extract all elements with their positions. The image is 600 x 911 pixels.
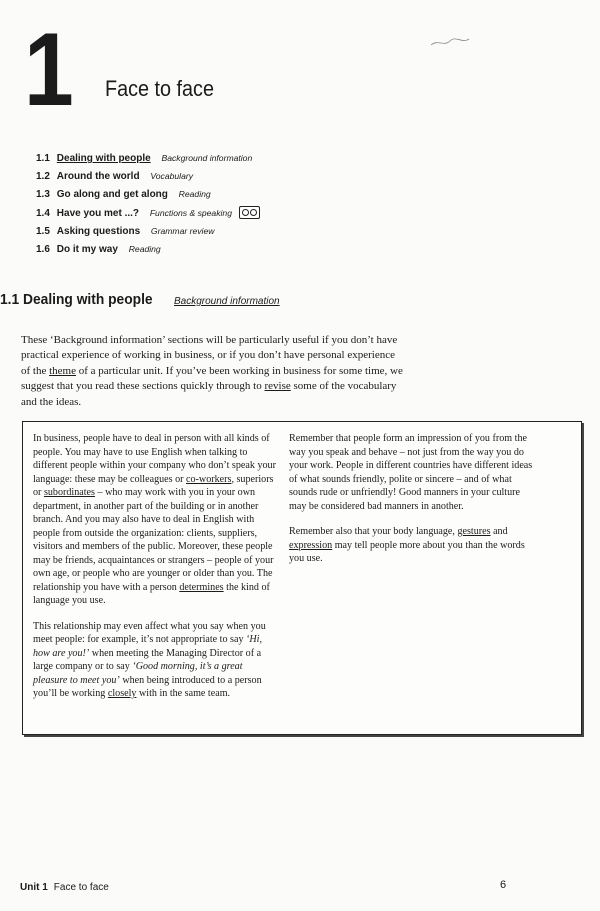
vocab-word: determines [179, 581, 224, 593]
toc-number: 1.2 [36, 171, 50, 183]
toc-item[interactable] [36, 185, 260, 203]
toc-number: 1.3 [36, 189, 50, 201]
intro-text: some of the vocabulary and the ideas. [21, 380, 397, 408]
intro-text: These ‘Background information’ sections will be particularly useful if you don’t have practical experience of working in business, or if you don’t have personal experience of the [21, 334, 398, 377]
section-heading [0, 291, 153, 308]
toc-item[interactable] [36, 240, 260, 258]
toc-category: Grammar review [150, 225, 215, 236]
box-paragraph: Remember that people form an impression of you from the way you speak and behave – not just from the way you do your work. People in different countries have different ideas of what sounds friendly, polite or sincere – and of what sounds rude or unfriendly! Good manners in your culture may be considered bad manners in another. [289, 433, 533, 512]
box-paragraph [289, 525, 535, 566]
toc-category: Reading [178, 189, 211, 200]
toc-item[interactable] [36, 222, 260, 240]
box-right-column [289, 432, 535, 578]
toc-title: Dealing with people [56, 153, 151, 164]
body-text: may tell people more about you than the words you use. [289, 539, 525, 564]
toc-title: Do it my way [56, 243, 118, 255]
toc-number: 1.6 [36, 243, 50, 255]
cassette-icon [239, 206, 260, 219]
toc-number: 1.5 [36, 225, 50, 237]
toc-title: Go along and get along [56, 189, 168, 201]
toc-category: Vocabulary [150, 171, 194, 182]
unit-title: Face to face [105, 76, 214, 101]
toc-item[interactable] [36, 149, 260, 167]
body-text: – who may work with you in your own department, in another part of the building or in another branch. And you may also have to deal in English with people from outside the organization: clients, suppliers, visitors and members of the public. Moreover, these people may be friends, acquaintances or strangers – people of your own age, or people who are younger or older than you. The relationship you have with a person [33, 487, 274, 593]
toc-category: Reading [128, 243, 161, 254]
toc-title: Asking questions [56, 225, 141, 237]
body-text: the kind of language you use. [33, 581, 270, 606]
body-text: This relationship may even affect what you say when you meet people: for example, it’s not appropriate to say [33, 620, 266, 645]
toc-item[interactable] [36, 167, 260, 185]
vocab-word: co-workers [186, 473, 232, 485]
unit-number: 1 [24, 12, 71, 128]
toc-title: Have you met ...? [56, 207, 140, 219]
body-text: when being introduced to a person you’ll be working [33, 674, 262, 699]
vocab-word: revise [264, 380, 291, 393]
vocab-word: subordinates [43, 487, 95, 498]
toc-number: 1.1 [36, 153, 50, 164]
footer-unit-title: Face to face [53, 882, 109, 893]
toc-category: Functions & speaking [149, 207, 232, 218]
example-phrase: ‘Hi, how are you!’ [33, 634, 263, 659]
body-text: when meeting the Managing Director of a large company or to say [33, 647, 262, 672]
vocab-word: expression [289, 539, 333, 551]
body-text: and [490, 526, 508, 537]
toc-item[interactable] [36, 204, 260, 222]
intro-text: of a particular unit. If you’ve been working in business for some time, we suggest that you read these sections quickly through to [21, 364, 403, 393]
table-of-contents [36, 149, 260, 258]
toc-title: Around the world [56, 171, 140, 183]
body-text: In business, people have to deal in person with all kinds of people. You may have to use English when talking to different people within your company who don’t speak your language: these may be colleagues or [33, 433, 276, 485]
section-heading-text: 1.1 Dealing with people [0, 291, 153, 308]
background-info-box [22, 421, 582, 735]
section-tag: Background information [174, 296, 280, 307]
intro-paragraph [21, 333, 405, 410]
body-text: Remember also that your body language, [289, 526, 458, 537]
body-text: , superiors or [33, 473, 274, 498]
toc-number: 1.4 [36, 207, 50, 219]
toc-category: Background information [161, 153, 253, 163]
body-text: with in the same team. [136, 688, 231, 699]
pencil-scribble [430, 36, 470, 48]
footer-unit-label: Unit 1 [20, 882, 48, 893]
vocab-word: gestures [457, 526, 491, 537]
example-phrase: ‘Good morning, it’s a great pleasure to meet you’ [33, 661, 243, 686]
vocab-word: closely [107, 688, 137, 699]
box-paragraph [33, 432, 279, 608]
box-left-column [33, 432, 279, 713]
footer-unit [20, 882, 109, 893]
vocab-word: theme [49, 364, 76, 377]
box-paragraph [33, 620, 279, 701]
page-number: 6 [500, 879, 507, 891]
